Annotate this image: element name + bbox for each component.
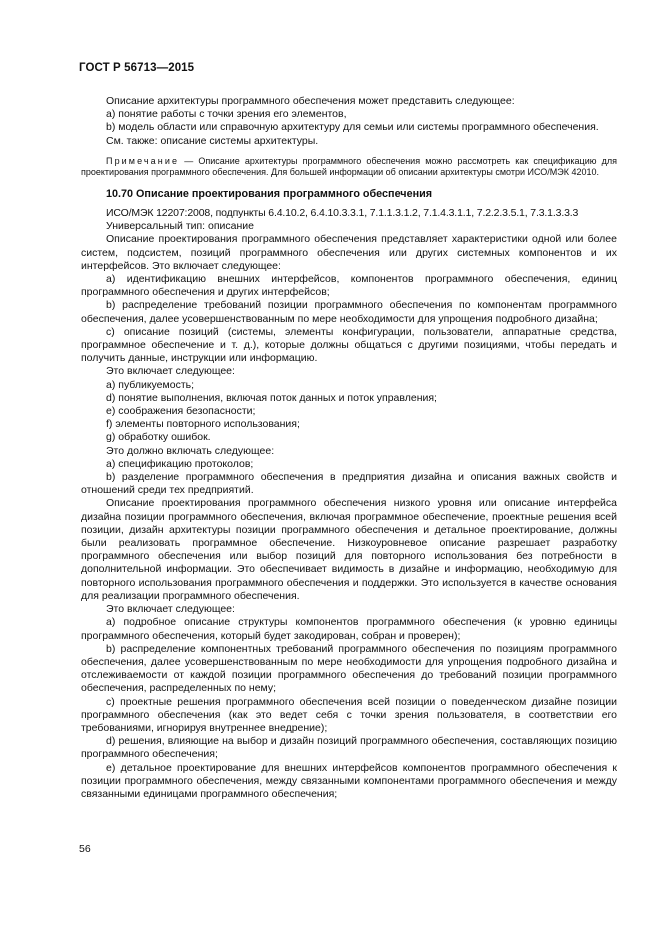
paragraph: a) подробное описание структуры компонентов программного обеспечения (к уровню единицы программного обеспечения, который будет закодирован, собран и проверен); bbox=[81, 616, 617, 642]
page-number: 56 bbox=[79, 843, 91, 855]
paragraph: Описание проектирования программного обеспечения представляет характеристики одной или более систем, подсистем, позиций программного обеспечения или других системных компонентов и их интерфейсов. Это включает следующее: bbox=[81, 233, 617, 272]
paragraph: a) публикуемость; bbox=[106, 378, 195, 391]
paragraph: Это включает следующее: bbox=[106, 365, 235, 378]
note-paragraph bbox=[81, 156, 617, 179]
paragraph: Это включает следующее: bbox=[106, 603, 235, 616]
paragraph: a) идентификацию внешних интерфейсов, компонентов программного обеспечения, единиц программного обеспечения и других интерфейсов; bbox=[81, 273, 617, 299]
page-body bbox=[81, 95, 617, 801]
paragraph: e) соображения безопасности; bbox=[106, 405, 256, 418]
intro-line: Описание архитектуры программного обеспечения может представить следующее: bbox=[106, 95, 515, 107]
intro-line: См. также: описание системы архитектуры. bbox=[106, 134, 319, 147]
paragraph: d) понятие выполнения, включая поток данных и поток управления; bbox=[106, 391, 437, 404]
paragraph: Описание проектирования программного обеспечения низкого уровня или описание интерфейса дизайна позиции программного обеспечения, включая программное обеспечение, проектные решения всей позиции, дизайн архитектуры позиции программного обеспечения и детальное проектирование, должны были реализовать программное обеспечение. Низкоуровневое описание разрешает разработку программного обеспечения или выбор позиций для повторного использования без потребности в дополнительной информации. Это обеспечивает видимость в дизайне и информацию, необходимую для повторного использования программного обеспечения и поддержки. Это используется в качестве основания для реализации программного обеспечения. bbox=[81, 497, 617, 602]
paragraph: b) распределение требований позиции программного обеспечения по компонентам программного обеспечения, далее усовершенствованным по мере необходимости для упрощения подробного дизайна; bbox=[81, 299, 617, 325]
section-references: ИСО/МЭК 12207:2008, подпункты 6.4.10.2, 6.4.10.3.3.1, 7.1.1.3.1.2, 7.1.4.3.1.1, 7.2.2.3.5.1, 7.3.1.3.3.3 bbox=[106, 207, 579, 219]
paragraph: a) спецификацию протоколов; bbox=[106, 457, 254, 470]
section-type: Универсальный тип: описание bbox=[106, 220, 254, 233]
section-title: 10.70 Описание проектирования программного обеспечения bbox=[106, 188, 433, 200]
paragraph: b) разделение программного обеспечения в предприятия дизайна и описания важных свойств и отношений среди тех предприятий. bbox=[81, 471, 617, 497]
intro-line: a) понятие работы с точки зрения его элементов, bbox=[106, 108, 347, 121]
paragraph: f) элементы повторного использования; bbox=[106, 418, 300, 431]
paragraph: d) решения, влияющие на выбор и дизайн позиций программного обеспечения, составляющих позицию программного обеспечения; bbox=[81, 735, 617, 761]
intro-line: b) модель области или справочную архитектуру для семьи или системы программного обеспечения. bbox=[106, 121, 599, 134]
note-text: — Описание архитектуры программного обеспечения можно рассмотреть как спецификацию для проектирования программного обеспечения. Для большей информации об описании архитектуры смотри ИСО/МЭК 42010. bbox=[81, 155, 617, 178]
paragraph: c) описание позиций (системы, элементы конфигурации, пользователи, аппаратные средства, программное обеспечение и т. д.), которые должны общаться с другими позициями, чтобы передать и получить данные, инструкции или информацию. bbox=[81, 325, 617, 365]
standard-header: ГОСТ Р 56713—2015 bbox=[79, 62, 195, 74]
paragraph: Это должно включать следующее: bbox=[106, 444, 275, 457]
paragraph: e) детальное проектирование для внешних интерфейсов компонентов программного обеспечения к позиции программного обеспечения, между связанными компонентами программного обеспечения и между связанными единицами программного обеспечения; bbox=[81, 761, 617, 800]
paragraph: c) проектные решения программного обеспечения всей позиции о поведенческом дизайне позиции программного обеспечения (как это ведет себя с точки зрения пользователя, в соответствии его требованиями, игнорируя внутреннее внедрение); bbox=[81, 695, 617, 734]
note-label: Примечание bbox=[106, 155, 180, 166]
paragraph: b) распределение компонентных требований программного обеспечения по позициям программного обеспечения, далее усовершенствованным по мере необходимости для упрощения подробного дизайна и отслеживаемости от каждой позиции программного обеспечения до требований позиции программного обеспечения, распределенных по нему; bbox=[81, 642, 617, 695]
paragraph: g) обработку ошибок. bbox=[106, 431, 211, 444]
